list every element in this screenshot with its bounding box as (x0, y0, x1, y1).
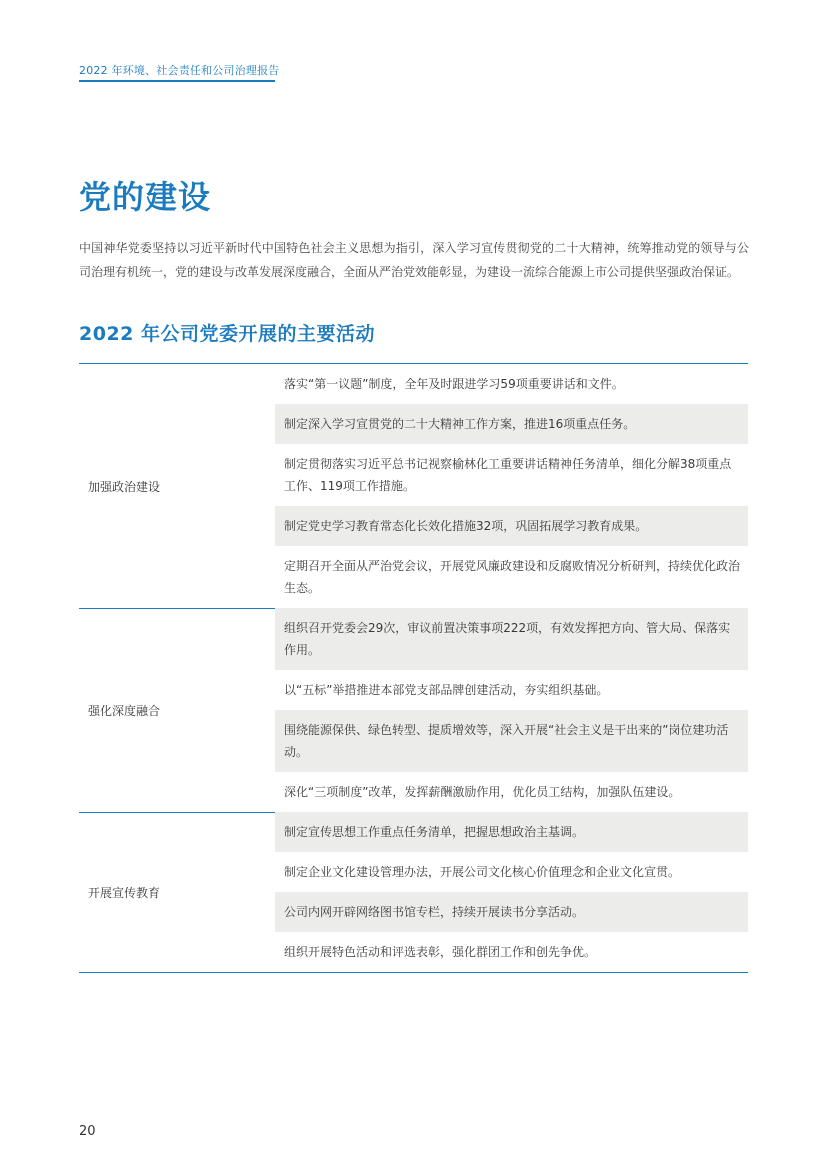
section-title-year: 2022 (79, 323, 134, 345)
table-row: 围绕能源保供、绿色转型、提质增效等，深入开展“社会主义是干出来的”岗位建功活动。 (275, 710, 748, 772)
group-label: 开展宣传教育 (88, 885, 161, 900)
group-items (275, 608, 748, 812)
table-row: 深化“三项制度”改革，发挥薪酬激励作用，优化员工结构，加强队伍建设。 (284, 785, 681, 799)
header-rule (79, 80, 275, 82)
table-row: 制定宣传思想工作重点任务清单，把握思想政治主基调。 (275, 812, 748, 852)
table-row: 以“五标”举措推进本部党支部品牌创建活动，夯实组织基础。 (284, 683, 609, 697)
group-label: 加强政治建设 (88, 479, 161, 494)
section-title (79, 319, 375, 346)
table-row: 组织开展特色活动和评选表彰，强化群团工作和创先争优。 (284, 945, 597, 959)
page-number: 20 (79, 1124, 96, 1139)
activities-table (79, 363, 748, 973)
table-row: 组织召开党委会29次，审议前置决策事项222项，有效发挥把方向、管大局、保落实作用。 (275, 608, 748, 670)
table-group (79, 364, 748, 608)
page-title: 党的建设 (79, 178, 212, 216)
table-row: 制定企业文化建设管理办法，开展公司文化核心价值理念和企业文化宣贯。 (284, 865, 681, 879)
group-items (275, 364, 748, 608)
table-row: 制定贯彻落实习近平总书记视察榆林化工重要讲话精神任务清单，细化分解38项重点工作、119项工作措施。 (284, 457, 732, 493)
table-row: 落实“第一议题”制度，全年及时跟进学习59项重要讲话和文件。 (284, 377, 624, 391)
running-header: 2022 年环境、社会责任和公司治理报告 (79, 64, 280, 77)
table-group (79, 608, 748, 812)
table-row: 公司内网开辟网络图书馆专栏，持续开展读书分享活动。 (275, 892, 748, 932)
intro-paragraph: 中国神华党委坚持以习近平新时代中国特色社会主义思想为指引，深入学习宣传贯彻党的二十大精神，统筹推动党的领导与公司治理有机统一，党的建设与改革发展深度融合，全面从严治党效能彰显，为建设一流综合能源上市公司提供坚强政治保证。 (79, 241, 749, 279)
table-row: 制定党史学习教育常态化长效化措施32项，巩固拓展学习教育成果。 (275, 506, 748, 546)
group-label: 强化深度融合 (88, 703, 161, 718)
section-title-text: 年公司党委开展的主要活动 (141, 323, 376, 345)
table-row: 制定深入学习宣贯党的二十大精神工作方案，推进16项重点任务。 (275, 404, 748, 444)
table-group (79, 812, 748, 972)
group-items (275, 812, 748, 972)
table-row: 定期召开全面从严治党会议，开展党风廉政建设和反腐败情况分析研判，持续优化政治生态。 (284, 559, 741, 595)
